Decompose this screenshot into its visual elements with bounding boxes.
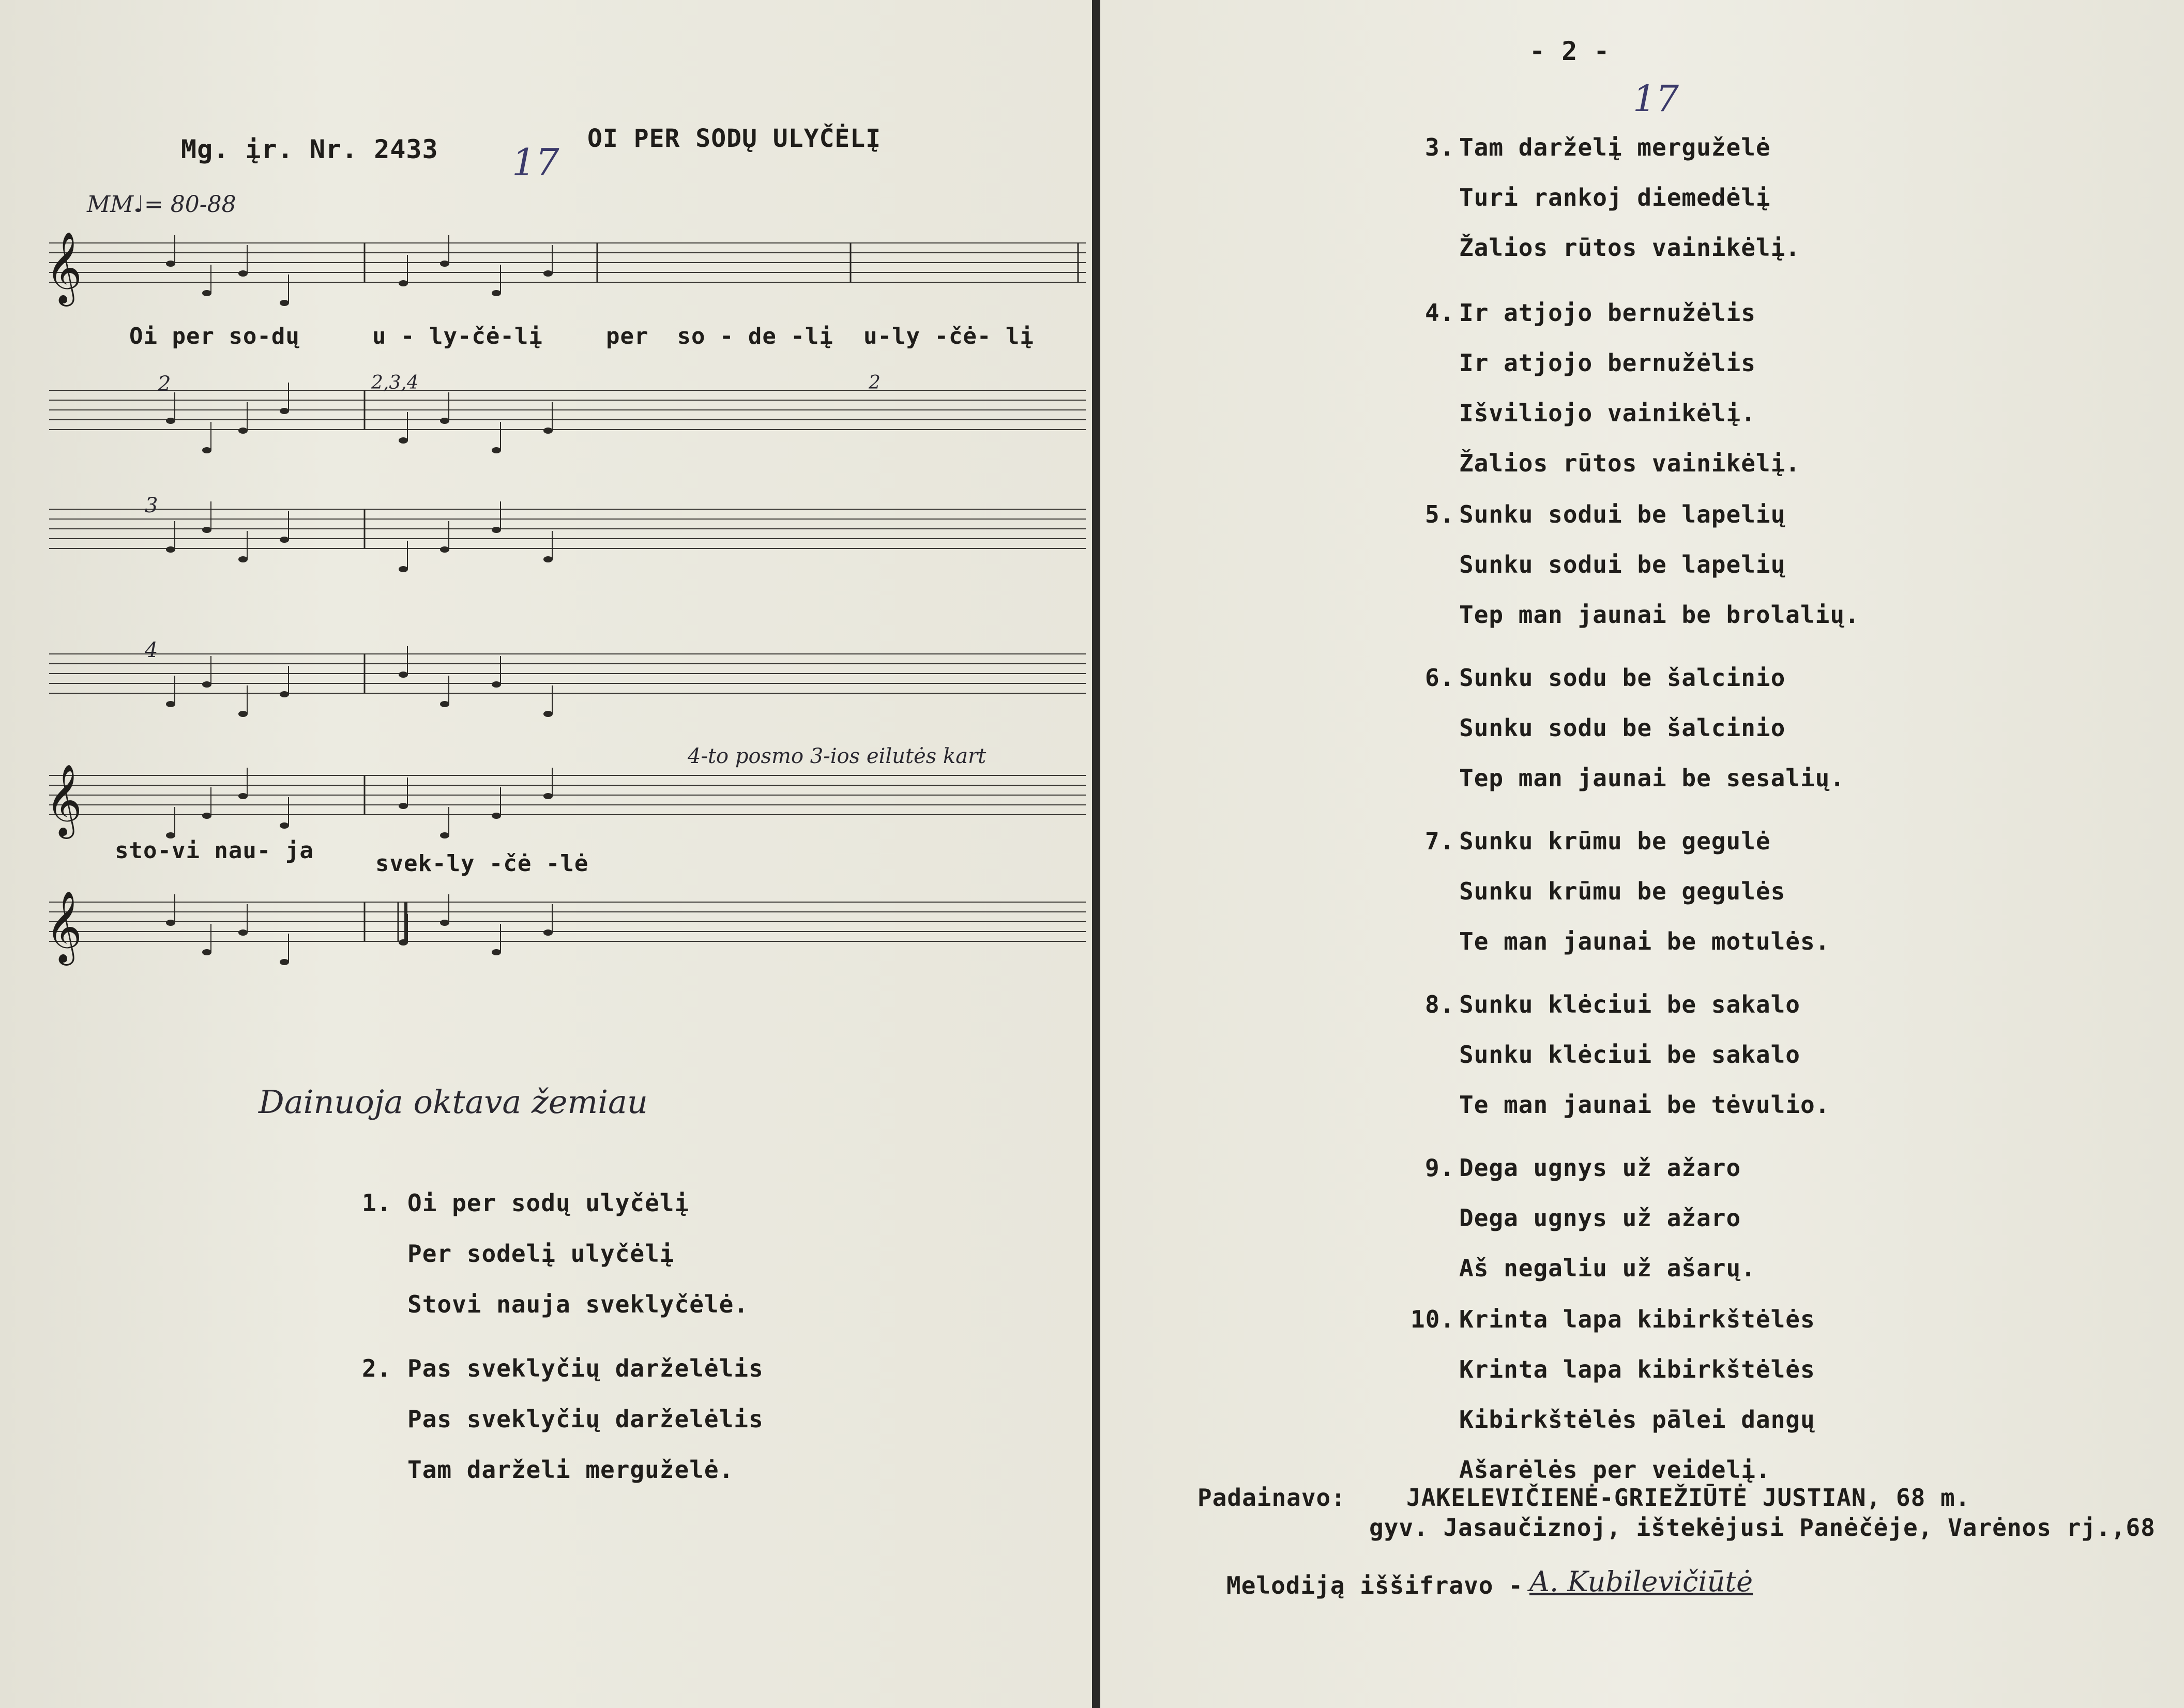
verse-3-number: 3. (1425, 133, 1455, 161)
transcriber-signature: A. Kubilevičiūtė (1529, 1565, 1753, 1598)
note-head (492, 447, 501, 453)
verse-6-line-1: Sunku sodu be šalcinio (1459, 664, 1786, 692)
performer-label: Padainavo: (1197, 1484, 1346, 1512)
note-head (399, 672, 408, 678)
verse-5-number: 5. (1425, 500, 1455, 528)
verse-9-line-1: Dega ugnys už ažaro (1459, 1154, 1741, 1182)
song-title: OI PER SODŲ ULYČĖLĮ (587, 124, 882, 153)
right-page (1100, 0, 2184, 1708)
verse-8-line-3: Te man jaunai be tėvulio. (1459, 1091, 1830, 1119)
treble-clef-icon: 𝄞 (46, 232, 82, 303)
verse-7-line-3: Te man jaunai be motulės. (1459, 927, 1830, 955)
staff5-annotation: 4-to posmo 3-ios eilutės kart (688, 744, 987, 768)
lyric-staff1-c: per so - de -lį (606, 323, 833, 349)
verse-8-number: 8. (1425, 990, 1455, 1018)
note-head (440, 418, 449, 424)
treble-clef-icon: 𝄞 (46, 764, 82, 836)
note-head (440, 832, 449, 838)
note-head (399, 566, 408, 572)
right-catalog-mark: 17 (1633, 78, 1679, 120)
note-head (440, 920, 449, 926)
verse-4-line-1: Ir atjojo bernužėlis (1459, 299, 1756, 327)
lyric-staff5-a: sto-vi nau- ja (115, 837, 314, 864)
note-head (399, 280, 408, 286)
note-head (492, 813, 501, 819)
staff-number-3: 3 (145, 494, 158, 517)
verse-2-line-2: Pas sveklyčių darželėlis (407, 1405, 764, 1433)
verse-2-number: 2. (362, 1354, 392, 1382)
note-head (202, 290, 211, 296)
note-head (238, 711, 248, 717)
note-head (280, 691, 289, 697)
note-head (238, 556, 248, 562)
note-head (202, 681, 211, 688)
verse-2-line-3: Tam darželi merguželė. (407, 1456, 734, 1484)
note-head (202, 949, 211, 955)
verse-1-line-2: Per sodelį ulyčėlį (407, 1240, 675, 1268)
lyric-staff5-b: svek-ly -čė -lė (375, 850, 589, 877)
note-head (280, 537, 289, 543)
note-head (238, 270, 248, 277)
note-head (543, 929, 553, 936)
note-head (440, 261, 449, 267)
verse-9-line-3: Aš negaliu už ašarų. (1459, 1254, 1756, 1282)
note-head (543, 556, 553, 562)
verse-9-number: 9. (1425, 1154, 1455, 1182)
verse-7-line-1: Sunku krūmu be gegulė (1459, 827, 1771, 855)
verse-10-number: 10. (1410, 1305, 1455, 1333)
verse-6-number: 6. (1425, 664, 1455, 692)
note-head (202, 527, 211, 533)
note-head (543, 793, 553, 799)
verse-3-line-3: Žalios rūtos vainikėlį. (1459, 234, 1800, 262)
verse-3-line-2: Turi rankoj diemedėlį (1459, 184, 1771, 211)
lyric-staff1-a: Oi per so-dų (129, 323, 300, 349)
treble-clef-icon: 𝄞 (46, 891, 82, 963)
note-head (440, 701, 449, 707)
verse-1-number: 1. (362, 1189, 392, 1217)
verse-4-line-4: Žalios rūtos vainikėlį. (1459, 449, 1800, 477)
note-head (166, 546, 175, 553)
note-head (238, 793, 248, 799)
note-head (543, 428, 553, 434)
verse-10-line-2: Krinta lapa kibirkštėlės (1459, 1355, 1815, 1383)
verse-8-line-2: Sunku klėciui be sakalo (1459, 1041, 1800, 1069)
tempo-marking: MM♩= 80-88 (87, 191, 236, 218)
verse-10-line-4: Ašarėlės per veidelį. (1459, 1456, 1771, 1484)
verse-5-line-3: Tep man jaunai be brolalių. (1459, 601, 1860, 629)
verse-6-line-2: Sunku sodu be šalcinio (1459, 714, 1786, 742)
verse-1-line-3: Stovi nauja sveklyčėlė. (407, 1290, 749, 1318)
note-head (543, 270, 553, 277)
verse-8-line-1: Sunku klėciui be sakalo (1459, 990, 1800, 1018)
verse-10-line-3: Kibirkštėlės pālei dangų (1459, 1406, 1815, 1433)
verse-9-line-2: Dega ugnys už ažaro (1459, 1204, 1741, 1232)
lyric-staff1-d: u-ly -čė- lį (863, 323, 1034, 349)
verse-7-number: 7. (1425, 827, 1455, 855)
note-head (492, 290, 501, 296)
note-head (440, 546, 449, 553)
page-number: - 2 - (1529, 36, 1610, 66)
note-head (280, 408, 289, 414)
note-head (399, 803, 408, 809)
note-head (543, 711, 553, 717)
verse-4-line-2: Ir atjojo bernužėlis (1459, 349, 1756, 377)
volta-mark-a: 2,3,4 (371, 372, 419, 393)
catalog-number: Mg. įr. Nr. 2433 (181, 134, 438, 164)
note-head (166, 261, 175, 267)
verse-5-line-1: Sunku sodui be lapelių (1459, 500, 1786, 528)
catalog-handwritten-mark: 17 (512, 141, 559, 184)
note-head (280, 959, 289, 965)
note-head (280, 822, 289, 829)
verse-6-line-3: Tep man jaunai be sesalių. (1459, 764, 1845, 792)
verse-3-line-1: Tam darželį merguželė (1459, 133, 1771, 161)
verse-4-number: 4. (1425, 299, 1455, 327)
verse-5-line-2: Sunku sodui be lapelių (1459, 551, 1786, 578)
verse-1-line-1: Oi per sodų ulyčėlį (407, 1189, 690, 1217)
note-head (238, 929, 248, 936)
staff-number-2: 2 (158, 372, 171, 396)
note-head (238, 428, 248, 434)
verse-4-line-3: Išviliojo vainikėlį. (1459, 399, 1756, 427)
note-head (399, 437, 408, 444)
note-head (492, 681, 501, 688)
note-head (202, 447, 211, 453)
note-head (166, 920, 175, 926)
note-head (492, 527, 501, 533)
note-head (166, 701, 175, 707)
transcriber-label: Melodiją iššifravo - (1226, 1572, 1523, 1599)
note-head (202, 813, 211, 819)
volta-mark-b: 2 (869, 372, 881, 393)
note-head (492, 949, 501, 955)
verse-7-line-2: Sunku krūmu be gegulės (1459, 877, 1786, 905)
note-head (280, 300, 289, 306)
staff-number-4: 4 (145, 638, 158, 662)
performance-note: Dainuoja oktava žemiau (259, 1083, 648, 1121)
performer-residence: gyv. Jasaučiznoj, ištekėjusi Panėčėje, Varėnos rj.,68 (1369, 1514, 2156, 1542)
performer-name: JAKELEVIČIENĖ-GRIEŽIŪTĖ JUSTIAN, 68 m. (1406, 1484, 1970, 1512)
verse-2-line-1: Pas sveklyčių darželėlis (407, 1354, 764, 1382)
verse-10-line-1: Krinta lapa kibirkštėlės (1459, 1305, 1815, 1333)
lyric-staff1-b: u - ly-čė-lį (372, 323, 543, 349)
note-head (166, 418, 175, 424)
